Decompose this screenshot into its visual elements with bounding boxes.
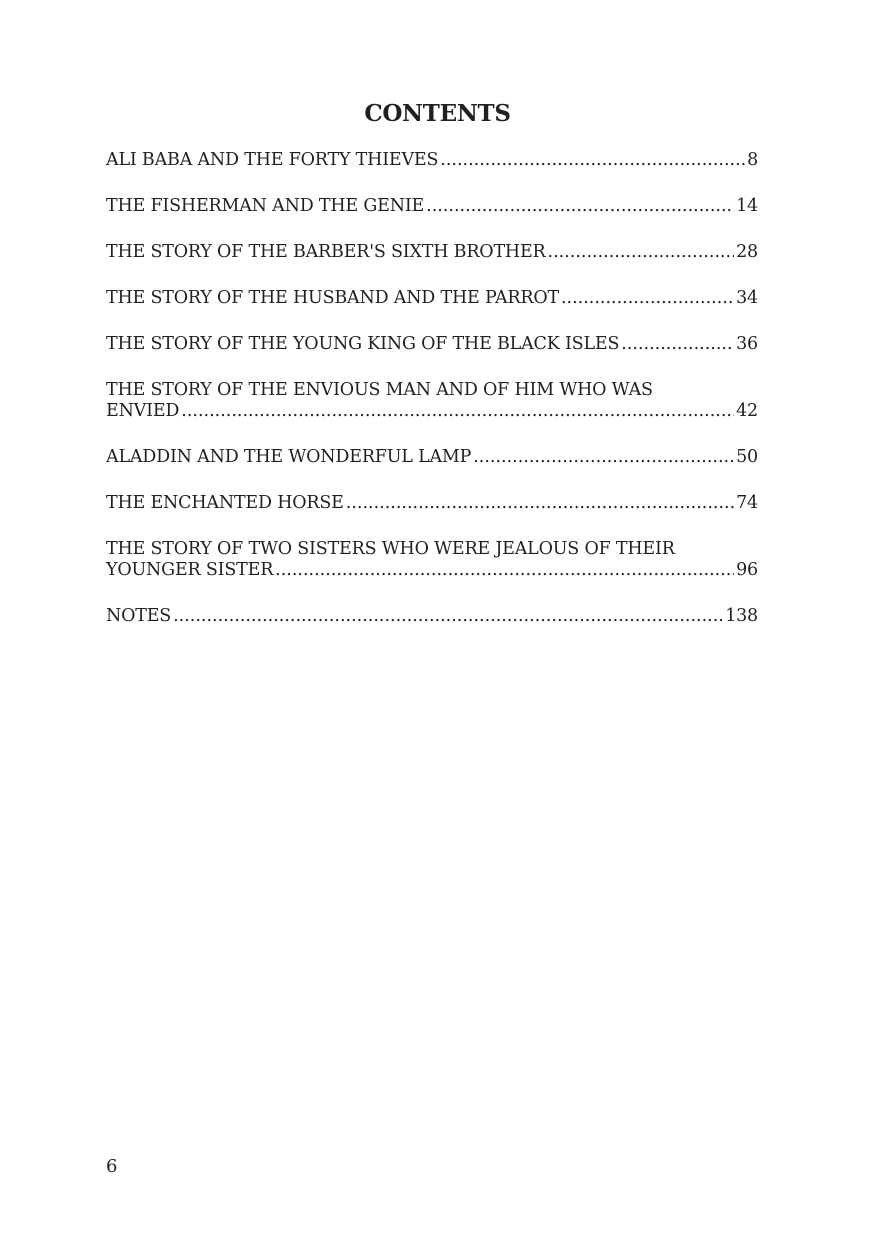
dot-leader (346, 493, 734, 514)
toc-entry-notes (106, 606, 758, 627)
toc-entry-title: NOTES (106, 606, 172, 626)
toc-entry-page: 50 (736, 447, 758, 467)
toc-entry-page: 42 (736, 401, 758, 421)
toc-entry-black-isles (106, 334, 758, 355)
toc-entry-title-line1: THE STORY OF TWO SISTERS WHO WERE JEALOUS OF THEIR (106, 539, 675, 559)
toc-entry-title: ALADDIN AND THE WONDERFUL LAMP (106, 447, 472, 467)
toc-entry-title-line2: ENVIED (106, 401, 180, 421)
toc-entry-aladdin (106, 447, 758, 468)
toc-entry-two-sisters (106, 539, 758, 581)
toc-entry-page: 96 (736, 560, 758, 580)
toc-entry-page: 28 (736, 242, 758, 262)
toc-entry-page: 36 (736, 334, 758, 354)
toc-entry-fisherman (106, 196, 758, 217)
toc-entry-barber (106, 242, 758, 263)
dot-leader (548, 242, 735, 263)
toc-entry-title: THE STORY OF THE BARBER'S SIXTH BROTHER (106, 242, 546, 262)
toc-entry-page: 14 (736, 196, 758, 216)
toc-entry-title: THE STORY OF THE HUSBAND AND THE PARROT (106, 288, 559, 308)
toc-entry-husband-parrot (106, 288, 758, 309)
toc-entry-title: ALI BABA AND THE FORTY THIEVES (106, 150, 439, 170)
toc-entry-envious-man (106, 380, 758, 422)
dot-leader (561, 288, 734, 309)
toc-entry-title: THE FISHERMAN AND THE GENIE (106, 196, 425, 216)
page-number: 6 (106, 1156, 118, 1177)
toc-entry-page: 74 (736, 493, 758, 513)
toc-entry-title-line2: YOUNGER SISTER (106, 560, 274, 580)
dot-leader (473, 447, 734, 468)
page-title: CONTENTS (364, 100, 511, 127)
toc-entry-title: THE ENCHANTED HORSE (106, 493, 344, 513)
dot-leader (440, 150, 745, 171)
dot-leader (275, 560, 734, 581)
toc-entry-page: 8 (747, 150, 758, 170)
dot-leader (173, 606, 723, 627)
toc-entry-enchanted-horse (106, 493, 758, 514)
toc-entry-title-line1: THE STORY OF THE ENVIOUS MAN AND OF HIM WHO WAS (106, 380, 653, 400)
toc-entry-ali-baba (106, 150, 758, 171)
table-of-contents (106, 150, 758, 652)
toc-entry-page: 34 (736, 288, 758, 308)
toc-entry-title: THE STORY OF THE YOUNG KING OF THE BLACK ISLES (106, 334, 620, 354)
toc-entry-page: 138 (725, 606, 758, 626)
dot-leader (181, 401, 734, 422)
dot-leader (621, 334, 734, 355)
dot-leader (426, 196, 734, 217)
